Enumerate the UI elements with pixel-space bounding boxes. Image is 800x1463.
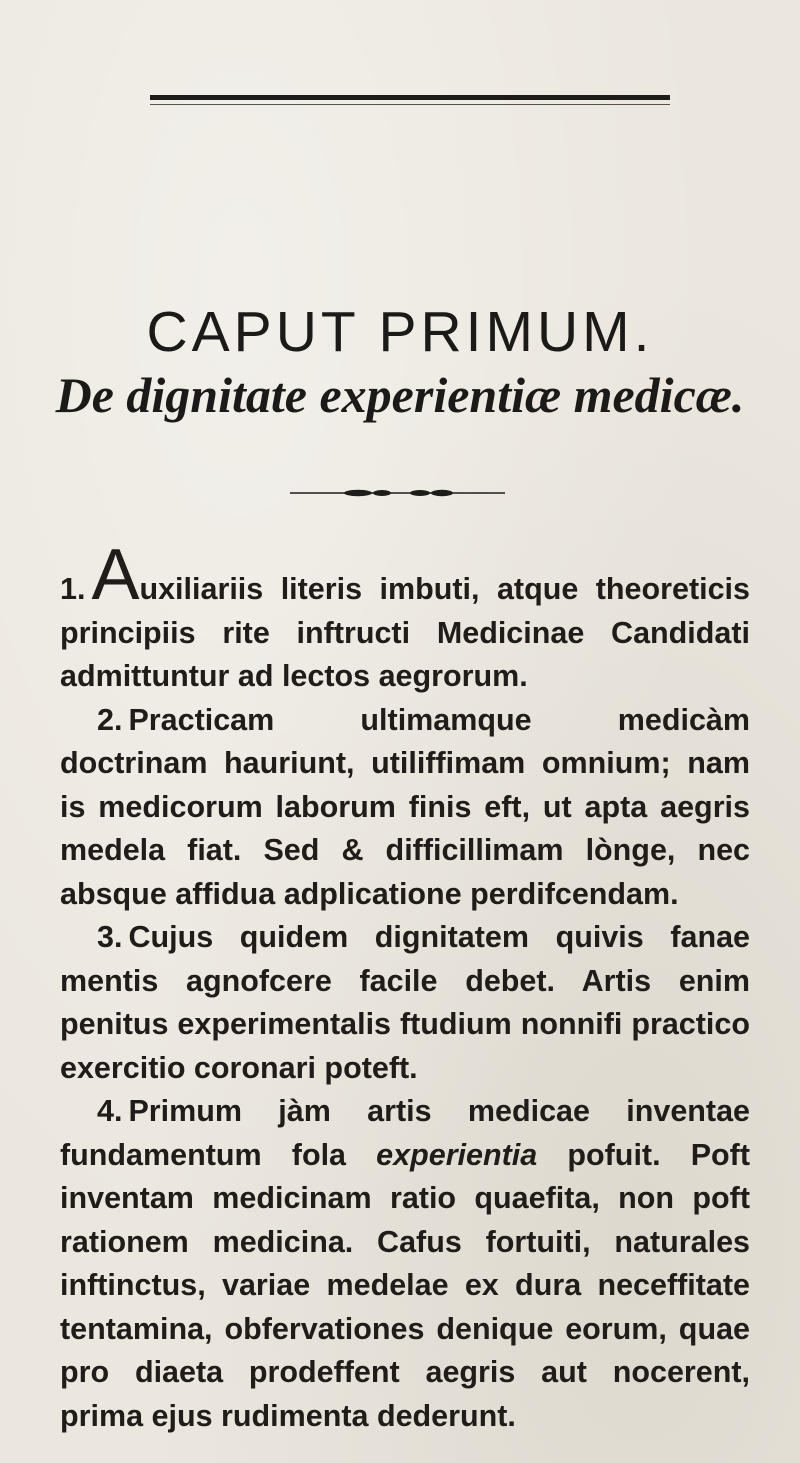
paragraph-3 xyxy=(60,916,750,1090)
top-rule-thin xyxy=(150,104,670,105)
paragraph-text: Primum jàm artis medicae inventae fundamentum fola xyxy=(60,1094,750,1172)
paragraph-number: 2. xyxy=(97,702,123,737)
chapter-body xyxy=(60,535,750,1438)
paragraph-number: 3. xyxy=(97,920,123,954)
drop-cap: A xyxy=(91,535,140,615)
emphasized-term: experientia xyxy=(376,1137,538,1172)
paragraph-text: pofuit. Poft inventam medicinam ratio quaefita, non poft rationem medicina. Cafus fortuiti, naturales inftinctus, variae medelae ex dura neceffitate tentamina, obfervationes denique eorum, quae pro diaeta prodeffent aegris aut nocerent, prima ejus rudimenta dederunt. xyxy=(60,1137,750,1433)
paragraph-4 xyxy=(60,1090,750,1438)
paragraph-text: Cujus quidem dignitatem quivis fanae mentis agnofcere facile debet. Artis enim penitus experimentalis ftudium nonnifi practico exercitio coronari poteft. xyxy=(60,920,750,1085)
paragraph-text: uxiliariis literis imbuti, atque theoreticis principiis rite inftructi Medicinae Candidati admittuntur ad lectos aegrorum. xyxy=(60,572,750,693)
paragraph-number: 4. xyxy=(97,1094,123,1128)
top-rule xyxy=(150,95,670,100)
paragraph-text: Practicam ultimamque medicàm doctrinam hauriunt, utiliffimam omnium; nam is medicorum laborum finis eft, ut apta aegris medela fiat. Sed & difficillimam lònge, nec absque affidua adplicatione perdifcendam. xyxy=(60,702,750,911)
paragraph-number: 1. xyxy=(60,572,86,606)
chapter-title: CAPUT PRIMUM. xyxy=(146,300,654,364)
ornament-divider xyxy=(290,488,505,498)
paragraph-1 xyxy=(60,535,750,699)
paragraph-2 xyxy=(60,699,750,917)
chapter-subtitle: De dignitate experientiæ medicæ. xyxy=(55,367,745,423)
